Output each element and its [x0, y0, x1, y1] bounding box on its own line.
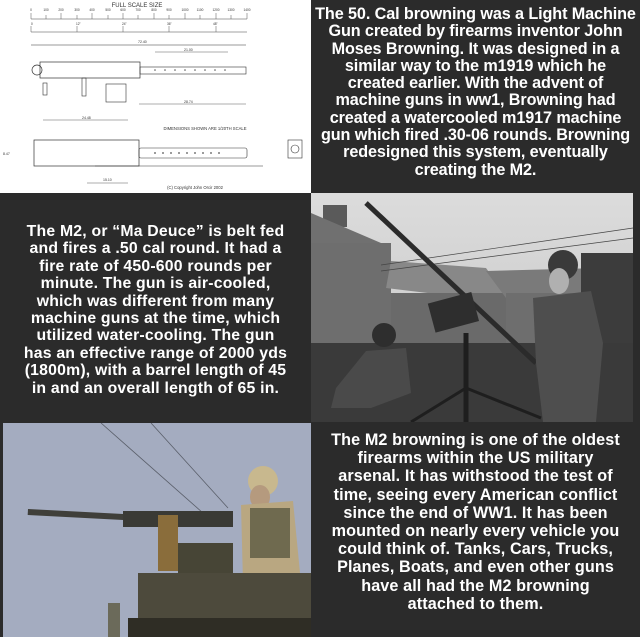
svg-text:1000: 1000	[181, 8, 189, 12]
history-text-panel	[311, 0, 640, 193]
svg-text:1300: 1300	[227, 8, 235, 12]
svg-text:100: 100	[43, 8, 49, 12]
svg-text:1100: 1100	[196, 8, 204, 12]
svg-text:1400: 1400	[243, 8, 251, 12]
history-paragraph: The 50. Cal browning was a Light Machine Gun created by firearms inventor John Moses Browning. It was designed in a similar way to the m1919 which he created earlier. With the advent of machine guns in ww1, Browning had created a watercooled m1917 machine gun which fired .30-06 rounds. Browning redesigned this system, eventually creating the M2.	[315, 5, 636, 179]
svg-text:24": 24"	[122, 22, 127, 26]
specs-paragraph: The M2, or “Ma Deuce” is belt fed and fires a .50 cal round. It had a fire rate of 450-600 rounds per minute. The gun is air-cooled, which was different from many machine guns at the time, which utilized water-cooling. The gun has an effective range of 2000 yds (1800m), with a barrel length of 45 in and an overall length of 65 in.	[23, 222, 288, 397]
svg-text:12": 12"	[76, 22, 81, 26]
svg-text:400: 400	[89, 8, 95, 12]
svg-text:36": 36"	[167, 22, 172, 26]
svg-text:600: 600	[120, 8, 126, 12]
svg-text:48": 48"	[213, 22, 218, 26]
svg-text:1200: 1200	[212, 8, 220, 12]
blueprint-title: FULL SCALE SIZE	[111, 3, 163, 9]
legacy-text-panel	[311, 423, 640, 637]
modern-soldier-photo	[3, 423, 311, 637]
svg-text:24.48: 24.48	[82, 116, 91, 120]
svg-text:15.10: 15.10	[103, 178, 112, 182]
m2-blueprint-diagram	[0, 0, 311, 193]
ww2-soldiers-photo	[311, 193, 633, 422]
legacy-paragraph: The M2 browning is one of the oldest firearms within the US military arsenal. It has withstood the test of time, seeing every American conflict since the end of WW1. It has been mounted on nearly every vehicle you could think of. Tanks, Cars, Trucks, Planes, Boats, and even other guns have all had the M2 browning attached to them.	[331, 431, 620, 613]
copyright-note: (C) Copyright John Orcir 2002	[167, 185, 223, 190]
svg-text:0: 0	[30, 8, 32, 12]
svg-text:700: 700	[135, 8, 141, 12]
scale-note: DIMENSIONS SHOWN ARE 1/20TH SCALE	[163, 126, 247, 131]
svg-text:900: 900	[166, 8, 172, 12]
svg-text:300: 300	[74, 8, 80, 12]
svg-text:21.00: 21.00	[184, 48, 193, 52]
svg-text:800: 800	[151, 8, 157, 12]
svg-text:200: 200	[58, 8, 64, 12]
specs-text-panel	[0, 193, 311, 423]
svg-text:72.40: 72.40	[138, 40, 147, 44]
svg-text:28.74: 28.74	[184, 100, 193, 104]
svg-text:0: 0	[31, 22, 33, 26]
svg-text:500: 500	[105, 8, 111, 12]
svg-text:8.47: 8.47	[3, 152, 10, 156]
